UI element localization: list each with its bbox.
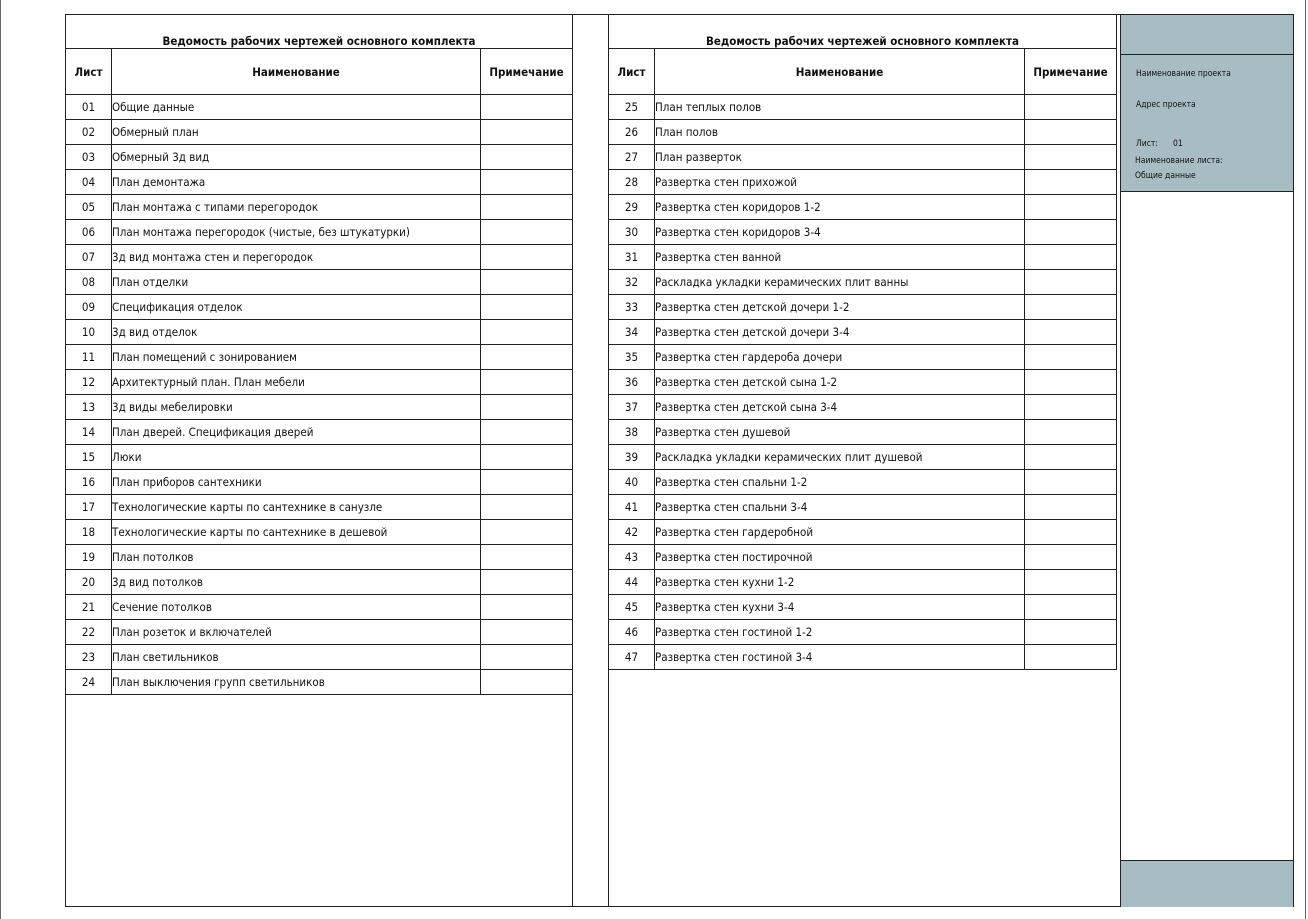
- sheet-name-cell: План розеток и включателей: [112, 620, 481, 645]
- sheet-name-cell: План отделки: [112, 270, 481, 295]
- sheet-number-cell: 39: [609, 445, 655, 470]
- note-cell: [1025, 220, 1117, 245]
- table-row: [609, 470, 1117, 495]
- stamp-bottom-block: [1121, 860, 1293, 907]
- sheet-name-cell: Развертка стен гардеробной: [655, 520, 1025, 545]
- table-row: [66, 220, 573, 245]
- table-row: [66, 345, 573, 370]
- table-row: [609, 170, 1117, 195]
- sheet-number-cell: 16: [66, 470, 112, 495]
- table-row: [66, 245, 573, 270]
- sheet-number-cell: 26: [609, 120, 655, 145]
- sheet-number-cell: 20: [66, 570, 112, 595]
- note-cell: [481, 670, 573, 695]
- sheet-number-cell: 45: [609, 595, 655, 620]
- table-row: [609, 270, 1117, 295]
- sheet-name-cell: 3д вид монтажа стен и перегородок: [112, 245, 481, 270]
- sheet-name-cell: Развертка стен коридоров 1-2: [655, 195, 1025, 220]
- note-cell: [1025, 145, 1117, 170]
- sheet-number-value: 01: [1173, 139, 1183, 149]
- table-row: [66, 470, 573, 495]
- sheet-number-cell: 08: [66, 270, 112, 295]
- note-cell: [481, 95, 573, 120]
- note-cell: [481, 170, 573, 195]
- sheet-number-cell: 29: [609, 195, 655, 220]
- note-cell: [1025, 470, 1117, 495]
- sheet-name-cell: Развертка стен коридоров 3-4: [655, 220, 1025, 245]
- table-title: Ведомость рабочих чертежей основного комплекта: [609, 15, 1117, 49]
- page-edge-right: [1305, 0, 1306, 919]
- sheet-number-label: Лист:: [1136, 139, 1158, 149]
- note-cell: [1025, 370, 1117, 395]
- table-row: [609, 395, 1117, 420]
- table-row: [609, 295, 1117, 320]
- table-row: [66, 570, 573, 595]
- sheet-number-cell: 07: [66, 245, 112, 270]
- note-cell: [1025, 345, 1117, 370]
- sheet-number-cell: 14: [66, 420, 112, 445]
- note-cell: [1025, 120, 1117, 145]
- sheet-name-cell: План приборов сантехники: [112, 470, 481, 495]
- note-cell: [481, 220, 573, 245]
- sheet-name-cell: Люки: [112, 445, 481, 470]
- note-cell: [481, 245, 573, 270]
- note-cell: [481, 545, 573, 570]
- sheet-number-cell: 32: [609, 270, 655, 295]
- note-cell: [1025, 170, 1117, 195]
- sheet-name-cell: План монтажа перегородок (чистые, без штукатурки): [112, 220, 481, 245]
- sheet-number-cell: 05: [66, 195, 112, 220]
- sheet-name-cell: Обмерный план: [112, 120, 481, 145]
- sheet-name-cell: План полов: [655, 120, 1025, 145]
- table-row: [66, 495, 573, 520]
- table-row: [609, 620, 1117, 645]
- sheet-name-cell: Развертка стен спальни 3-4: [655, 495, 1025, 520]
- sheet-name-value: Общие данные: [1135, 171, 1196, 181]
- stamp-top-block: [1121, 15, 1293, 55]
- note-cell: [481, 520, 573, 545]
- sheet-number-cell: 13: [66, 395, 112, 420]
- table-row: [66, 445, 573, 470]
- table-body: [66, 95, 573, 695]
- table-row: [66, 145, 573, 170]
- page-edge-left: [0, 0, 1, 919]
- sheet-name-cell: Технологические карты по сантехнике в санузле: [112, 495, 481, 520]
- drawing-list-table-right: [608, 14, 1117, 670]
- column-header-name: Наименование: [655, 49, 1025, 95]
- sheet-name-cell: Развертка стен кухни 3-4: [655, 595, 1025, 620]
- sheet-number-cell: 44: [609, 570, 655, 595]
- note-cell: [1025, 520, 1117, 545]
- sheet-number-cell: 27: [609, 145, 655, 170]
- note-cell: [481, 470, 573, 495]
- sheet-number-cell: 11: [66, 345, 112, 370]
- table-row: [609, 570, 1117, 595]
- sheet-name-cell: План демонтажа: [112, 170, 481, 195]
- sheet-number-cell: 22: [66, 620, 112, 645]
- note-cell: [1025, 420, 1117, 445]
- sheet-name-cell: 3д вид потолков: [112, 570, 481, 595]
- sheet-name-cell: 3д виды мебелировки: [112, 395, 481, 420]
- sheet-name-cell: Развертка стен прихожой: [655, 170, 1025, 195]
- table-row: [66, 670, 573, 695]
- table-row: [609, 245, 1117, 270]
- note-cell: [481, 595, 573, 620]
- sheet-number-cell: 06: [66, 220, 112, 245]
- note-cell: [481, 295, 573, 320]
- sheet-name-cell: Развертка стен гардероба дочери: [655, 345, 1025, 370]
- table-row: [66, 545, 573, 570]
- table-row: [609, 345, 1117, 370]
- sheet-number-cell: 01: [66, 95, 112, 120]
- table-row: [609, 195, 1117, 220]
- table-row: [609, 645, 1117, 670]
- sheet-number-cell: 02: [66, 120, 112, 145]
- table-row: [66, 195, 573, 220]
- sheet-name-cell: План светильников: [112, 645, 481, 670]
- column-header-note: Примечание: [481, 49, 573, 95]
- note-cell: [1025, 95, 1117, 120]
- table-row: [66, 295, 573, 320]
- sheet-number-cell: 37: [609, 395, 655, 420]
- sheet-name-cell: Технологические карты по сантехнике в дешевой: [112, 520, 481, 545]
- table-title: Ведомость рабочих чертежей основного комплекта: [66, 15, 573, 49]
- sheet-name-cell: Развертка стен постирочной: [655, 545, 1025, 570]
- sheet-name-cell: Развертка стен детской сына 3-4: [655, 395, 1025, 420]
- sheet-number-cell: 41: [609, 495, 655, 520]
- sheet-name-cell: Обмерный 3д вид: [112, 145, 481, 170]
- table-row: [66, 595, 573, 620]
- sheet-name-cell: Развертка стен детской дочери 1-2: [655, 295, 1025, 320]
- sheet-number-cell: 33: [609, 295, 655, 320]
- sheet-number-cell: 47: [609, 645, 655, 670]
- sheet-name-cell: Развертка стен гостиной 3-4: [655, 645, 1025, 670]
- table-row: [609, 120, 1117, 145]
- note-cell: [1025, 245, 1117, 270]
- sheet-number-cell: 18: [66, 520, 112, 545]
- table-row: [66, 645, 573, 670]
- sheet-name-cell: План разверток: [655, 145, 1025, 170]
- sheet-name-cell: Архитектурный план. План мебели: [112, 370, 481, 395]
- note-cell: [481, 645, 573, 670]
- table-row: [609, 445, 1117, 470]
- sheet-number-cell: 34: [609, 320, 655, 345]
- sheet-name-cell: Развертка стен кухни 1-2: [655, 570, 1025, 595]
- table-row: [609, 220, 1117, 245]
- stamp-info-block: [1121, 55, 1293, 192]
- note-cell: [1025, 320, 1117, 345]
- sheet-number-cell: 19: [66, 545, 112, 570]
- note-cell: [481, 195, 573, 220]
- table-row: [66, 370, 573, 395]
- sheet-name-cell: Развертка стен ванной: [655, 245, 1025, 270]
- note-cell: [481, 570, 573, 595]
- project-address-label: Адрес проекта: [1136, 100, 1196, 110]
- sheet-number-cell: 30: [609, 220, 655, 245]
- note-cell: [481, 495, 573, 520]
- sheet-number-cell: 10: [66, 320, 112, 345]
- table-row: [66, 120, 573, 145]
- note-cell: [481, 345, 573, 370]
- drawing-list-table-left: [65, 14, 573, 695]
- sheet-number-cell: 28: [609, 170, 655, 195]
- sheet-number-cell: 24: [66, 670, 112, 695]
- note-cell: [1025, 545, 1117, 570]
- note-cell: [1025, 595, 1117, 620]
- sheet-name-label: Наименование листа:: [1135, 156, 1223, 166]
- column-header-sheet: Лист: [66, 49, 112, 95]
- note-cell: [1025, 295, 1117, 320]
- table-row: [66, 420, 573, 445]
- table-row: [609, 95, 1117, 120]
- sheet-name-cell: Раскладка укладки керамических плит ванны: [655, 270, 1025, 295]
- sheet-name-cell: Развертка стен душевой: [655, 420, 1025, 445]
- project-name-label: Наименование проекта: [1136, 69, 1231, 79]
- sheet-name-cell: Развертка стен гостиной 1-2: [655, 620, 1025, 645]
- table-row: [66, 95, 573, 120]
- note-cell: [1025, 620, 1117, 645]
- sheet-number-cell: 21: [66, 595, 112, 620]
- sheet-number-cell: 12: [66, 370, 112, 395]
- sheet-name-cell: План выключения групп светильников: [112, 670, 481, 695]
- table-row: [609, 495, 1117, 520]
- sheet-number-cell: 15: [66, 445, 112, 470]
- table-row: [609, 320, 1117, 345]
- column-header-name: Наименование: [112, 49, 481, 95]
- table-row: [66, 520, 573, 545]
- sheet-name-cell: Развертка стен детской сына 1-2: [655, 370, 1025, 395]
- sheet-name-cell: План потолков: [112, 545, 481, 570]
- note-cell: [1025, 570, 1117, 595]
- column-header-note: Примечание: [1025, 49, 1117, 95]
- note-cell: [481, 445, 573, 470]
- sheet-number-cell: 35: [609, 345, 655, 370]
- sheet-name-cell: План дверей. Спецификация дверей: [112, 420, 481, 445]
- table-row: [66, 270, 573, 295]
- sheet-number-cell: 25: [609, 95, 655, 120]
- sheet-name-cell: Сечение потолков: [112, 595, 481, 620]
- table-row: [609, 370, 1117, 395]
- sheet-number-cell: 03: [66, 145, 112, 170]
- table-row: [609, 145, 1117, 170]
- sheet-number-cell: 23: [66, 645, 112, 670]
- note-cell: [481, 270, 573, 295]
- sheet-name-cell: 3д вид отделок: [112, 320, 481, 345]
- sheet-name-cell: Развертка стен детской дочери 3-4: [655, 320, 1025, 345]
- table-row: [609, 520, 1117, 545]
- sheet-name-cell: План монтажа с типами перегородок: [112, 195, 481, 220]
- sheet-number-cell: 04: [66, 170, 112, 195]
- sheet-name-cell: Развертка стен спальни 1-2: [655, 470, 1025, 495]
- note-cell: [481, 370, 573, 395]
- note-cell: [481, 120, 573, 145]
- note-cell: [1025, 495, 1117, 520]
- sheet-name-cell: Раскладка укладки керамических плит душевой: [655, 445, 1025, 470]
- note-cell: [1025, 195, 1117, 220]
- note-cell: [481, 395, 573, 420]
- note-cell: [481, 320, 573, 345]
- table-body: [609, 95, 1117, 670]
- sheet-number-cell: 31: [609, 245, 655, 270]
- note-cell: [481, 620, 573, 645]
- sheet-number-cell: 09: [66, 295, 112, 320]
- sheet-name-cell: Общие данные: [112, 95, 481, 120]
- note-cell: [1025, 445, 1117, 470]
- sheet-number-cell: 36: [609, 370, 655, 395]
- table-row: [609, 420, 1117, 445]
- sheet-name-cell: План теплых полов: [655, 95, 1025, 120]
- sheet-number-cell: 17: [66, 495, 112, 520]
- sheet-name-cell: План помещений с зонированием: [112, 345, 481, 370]
- note-cell: [1025, 270, 1117, 295]
- table-row: [609, 595, 1117, 620]
- table-row: [66, 620, 573, 645]
- table-row: [66, 320, 573, 345]
- sheet-number-cell: 42: [609, 520, 655, 545]
- note-cell: [481, 420, 573, 445]
- sheet-number-cell: 38: [609, 420, 655, 445]
- sheet-number-cell: 43: [609, 545, 655, 570]
- note-cell: [1025, 395, 1117, 420]
- note-cell: [1025, 645, 1117, 670]
- column-header-sheet: Лист: [609, 49, 655, 95]
- table-row: [66, 395, 573, 420]
- sheet-number-cell: 40: [609, 470, 655, 495]
- table-row: [66, 170, 573, 195]
- sheet-name-cell: Спецификация отделок: [112, 295, 481, 320]
- note-cell: [481, 145, 573, 170]
- sheet-number-cell: 46: [609, 620, 655, 645]
- table-row: [609, 545, 1117, 570]
